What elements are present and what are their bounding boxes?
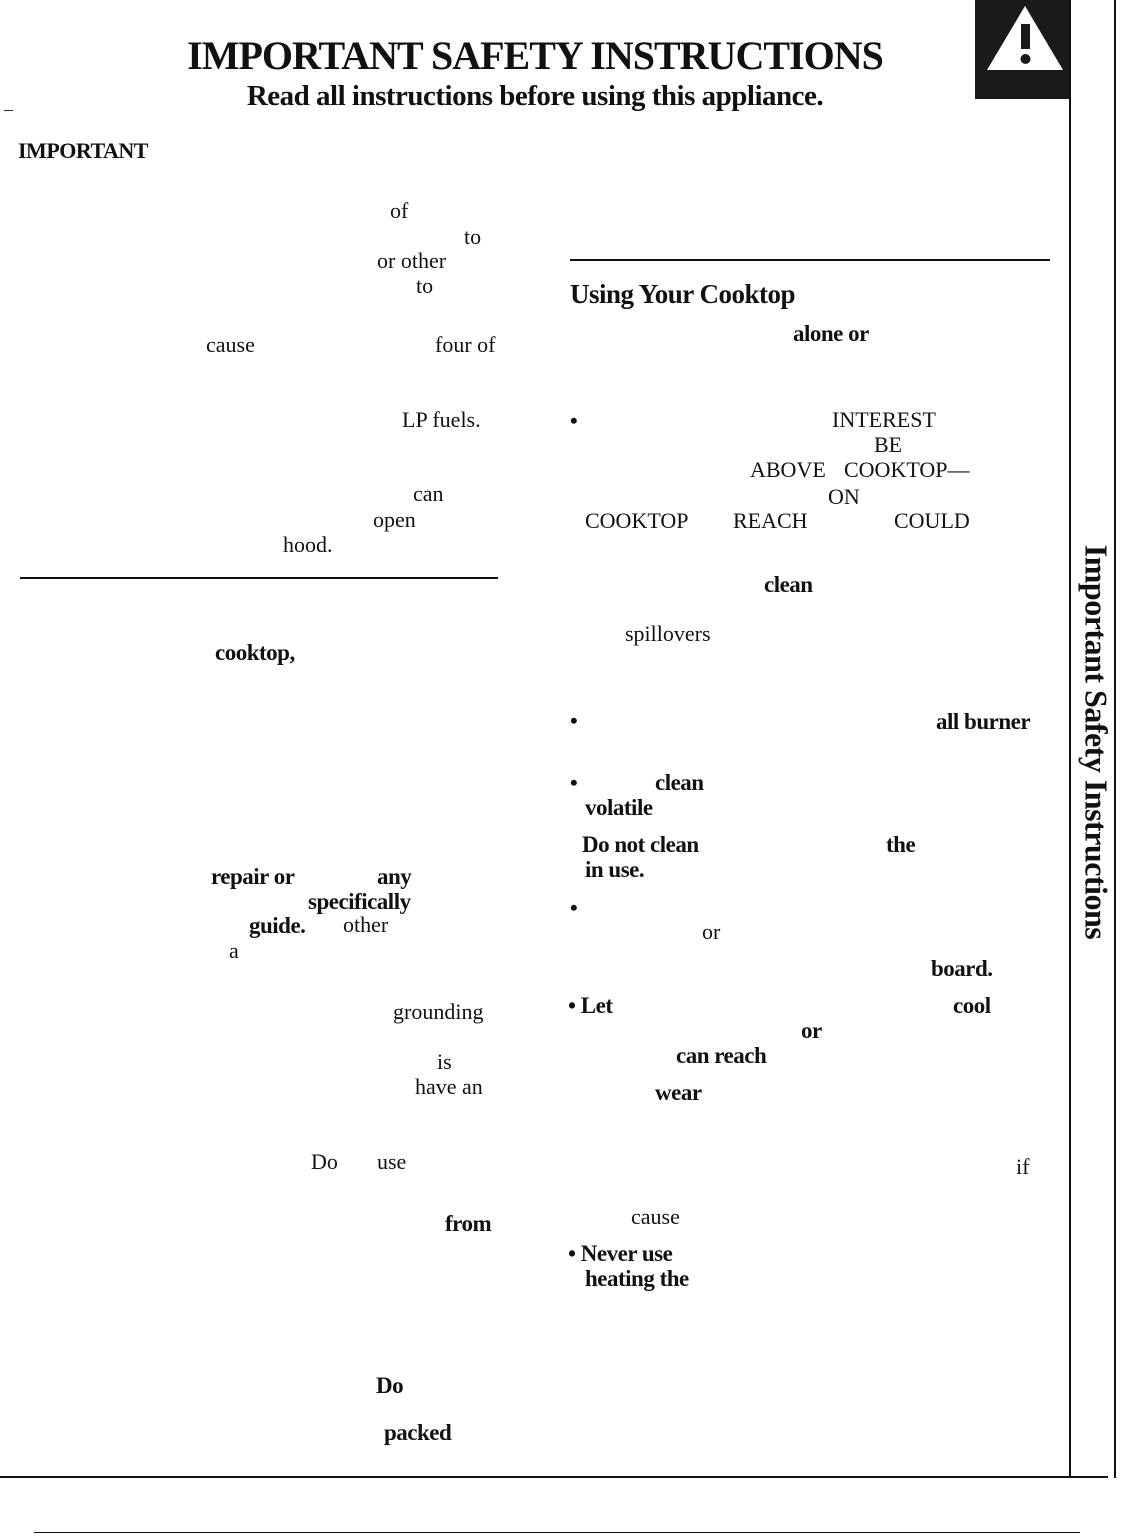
right-fragment: heating the <box>585 1266 689 1291</box>
right-fragment: • Never use <box>568 1241 673 1266</box>
right-fragment: can reach <box>676 1043 767 1068</box>
left-fragment: any <box>377 864 412 889</box>
left-fragment: Do <box>376 1373 404 1398</box>
right-fragment: all burner <box>936 709 1031 734</box>
margin-dash: – <box>4 99 13 119</box>
left-fragment: Do <box>311 1149 338 1174</box>
section-heading-using-cooktop: Using Your Cooktop <box>570 279 796 309</box>
left-fragment: of <box>390 198 409 223</box>
right-fragment: BE <box>874 432 903 457</box>
left-fragment: can <box>413 481 444 506</box>
right-fragment: wear <box>655 1080 702 1105</box>
right-fragment: clean <box>764 572 813 597</box>
side-section-label: Important Safety Instructions <box>1078 544 1115 940</box>
left-fragment: have an <box>415 1074 483 1099</box>
left-column-divider <box>20 577 498 579</box>
right-fragment: Do not clean <box>582 832 699 857</box>
left-fragment: guide. <box>249 913 306 938</box>
right-fragment: clean <box>655 770 704 795</box>
left-fragment: or other <box>377 248 447 273</box>
right-fragment: or <box>801 1018 822 1043</box>
left-fragment: grounding <box>393 999 484 1024</box>
left-fragment: LP fuels. <box>402 407 481 432</box>
right-fragment: volatile <box>585 795 653 820</box>
right-fragment: spillovers <box>625 621 711 646</box>
left-fragment: other <box>343 912 389 937</box>
left-fragment: repair or <box>211 864 295 889</box>
right-fragment: COOKTOP— <box>844 457 970 482</box>
right-fragment: board. <box>931 956 993 981</box>
important-lead: IMPORTANT <box>18 138 148 163</box>
left-fragment: open <box>373 507 416 532</box>
left-fragment: cooktop, <box>215 640 295 665</box>
left-fragment: cause <box>206 332 255 357</box>
right-fragment: • Let <box>568 993 613 1018</box>
bullet: • <box>570 408 578 433</box>
bullet: • <box>570 770 578 795</box>
bullet: • <box>570 708 578 733</box>
page-subtitle: Read all instructions before using this appliance. <box>246 80 824 112</box>
left-fragment: from <box>445 1211 492 1236</box>
left-fragment: is <box>437 1049 452 1074</box>
left-fragment: a <box>229 938 239 963</box>
left-fragment: four of <box>435 332 496 357</box>
warning-box <box>975 0 1070 99</box>
right-fragment: COULD <box>894 508 970 533</box>
left-fragment: to <box>464 224 482 249</box>
left-fragment: to <box>416 273 434 298</box>
right-fragment: COOKTOP <box>585 508 689 533</box>
right-fragment: alone or <box>793 321 869 346</box>
right-column-divider <box>570 259 1050 261</box>
right-fragment: or <box>702 919 721 944</box>
right-fragment: cause <box>631 1204 680 1229</box>
right-fragment: in use. <box>585 857 645 882</box>
bottom-rule <box>0 1476 1108 1478</box>
right-fragment: ABOVE <box>750 457 826 482</box>
right-fragment: cool <box>953 993 991 1018</box>
left-fragment: hood. <box>283 532 333 557</box>
right-fragment: ON <box>828 484 860 509</box>
page-title: IMPORTANT SAFETY INSTRUCTIONS <box>187 33 883 78</box>
right-fragment: INTEREST <box>832 407 936 432</box>
right-fragment: REACH <box>733 508 808 533</box>
right-fragment: if <box>1016 1154 1030 1179</box>
left-fragment: use <box>377 1149 407 1174</box>
bullet: • <box>570 895 578 920</box>
left-fragment: packed <box>384 1420 452 1445</box>
footer-rule <box>34 1532 1080 1533</box>
warning-triangle-icon <box>975 0 1070 99</box>
right-fragment: the <box>886 832 916 857</box>
left-fragment: specifically <box>308 889 411 914</box>
